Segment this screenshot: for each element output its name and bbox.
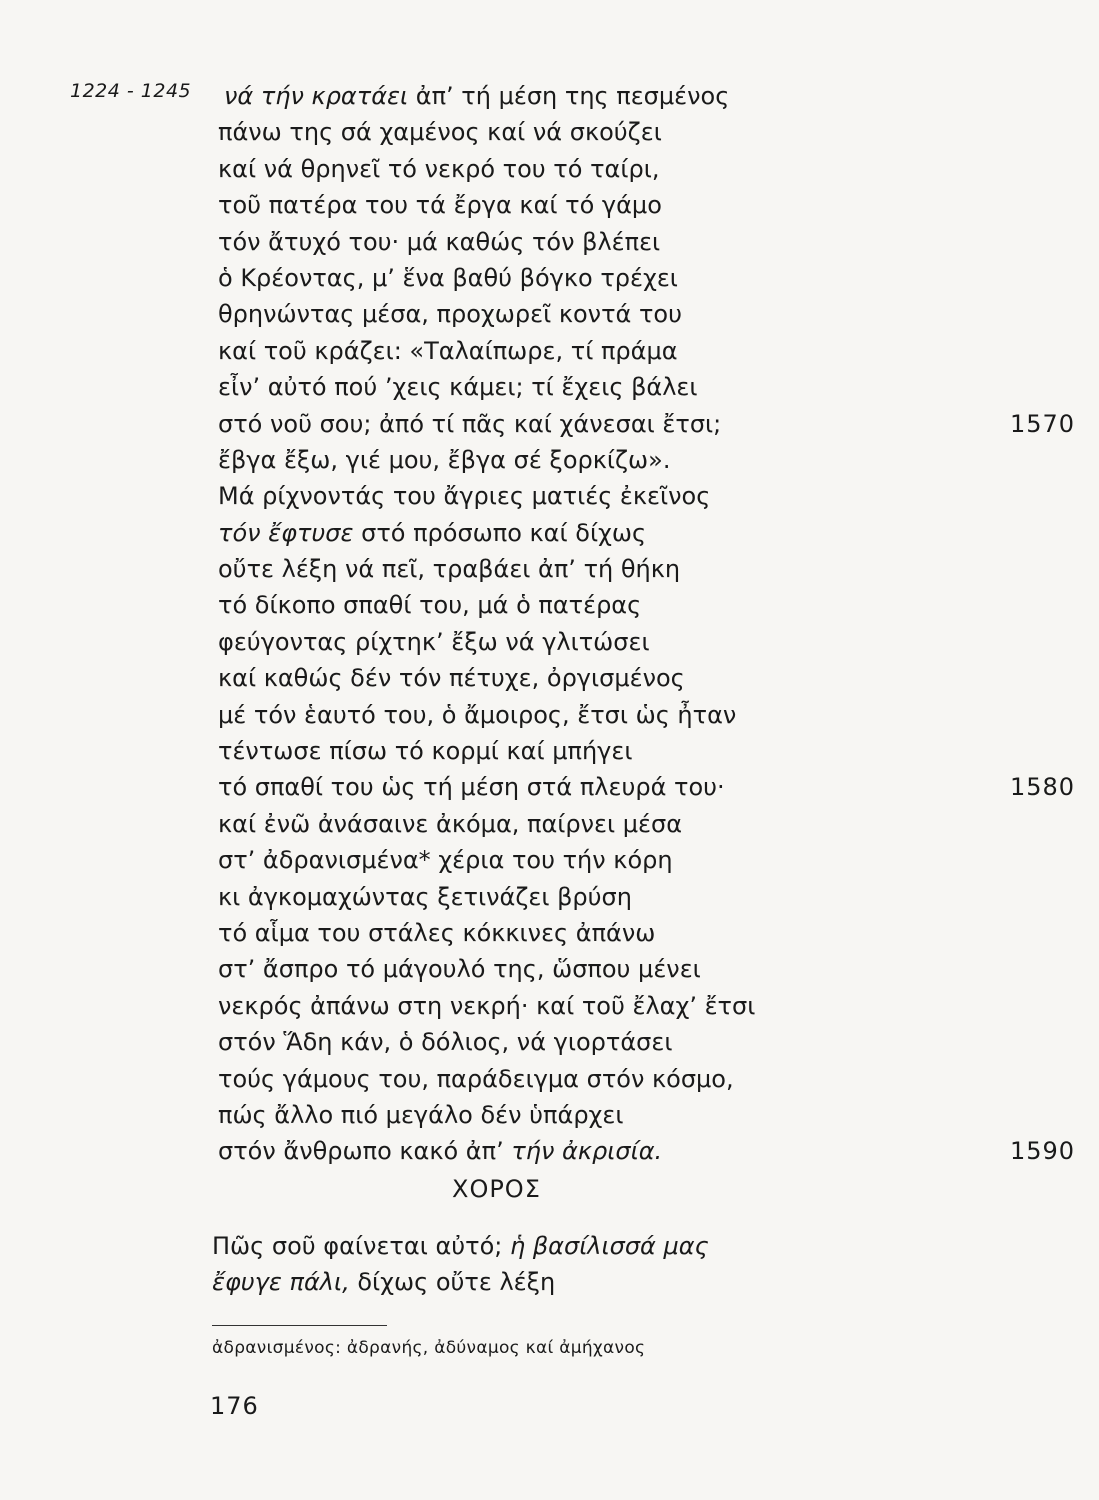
verse-line (218, 224, 1078, 260)
line-text (218, 478, 710, 514)
italic-segment: ἔφυγε πάλι, (212, 1268, 350, 1296)
text-segment: φεύγοντας ρίχτηκ’ ἔξω νά γλιτώσει (218, 627, 650, 656)
line-reference: 1224 - 1245 (70, 80, 192, 102)
verse-line (218, 478, 1078, 514)
line-text (218, 333, 678, 369)
verse-line (218, 915, 1078, 951)
text-segment: τό δίκοπο σπαθί του, μά ὁ πατέρας (218, 591, 642, 620)
verse-line (218, 988, 1078, 1024)
verse-line (218, 951, 1078, 987)
text-segment: δίχως οὔτε λέξη (349, 1268, 556, 1296)
chorus-block (212, 1228, 812, 1300)
verse-line (218, 551, 1078, 587)
text-segment: στ’ ἄσπρο τό μάγουλό της, ὥσπου μένει (218, 955, 701, 984)
verse-line (218, 1097, 1078, 1133)
text-segment: καί νά θρηνεῖ τό νεκρό του τό ταίρι, (218, 154, 660, 183)
verse-line (218, 151, 1078, 187)
text-segment: καί τοῦ κράζει: «Ταλαίπωρε, τί πράμα (218, 336, 678, 365)
text-segment: εἶν’ αὐτό πού ’χεις κάμει; τί ἔχεις βάλει (218, 373, 698, 402)
line-text (218, 1133, 662, 1169)
line-text (218, 151, 659, 187)
line-text (218, 624, 650, 660)
verse-line (218, 442, 1078, 478)
line-text (218, 1097, 624, 1133)
line-text (218, 551, 680, 587)
line-text (212, 1228, 709, 1264)
line-text (218, 515, 646, 551)
verse-number: 1570 (1010, 409, 1076, 438)
text-segment: πώς ἄλλο πιό μεγάλο δέν ὑπάρχει (218, 1100, 624, 1129)
footnote: ἀδρανισμένος: ἀδρανής, ἀδύναμος καί ἀμήχανος (212, 1338, 646, 1358)
verse-line (218, 806, 1078, 842)
verse-line (218, 406, 1078, 442)
verse-line (218, 733, 1078, 769)
line-text (218, 733, 632, 769)
line-text (218, 587, 641, 623)
text-segment: στόν ἄνθρωπο κακό ἀπ’ (218, 1137, 512, 1166)
verse-line (218, 842, 1078, 878)
verse-line (218, 697, 1078, 733)
italic-segment: ἡ βασίλισσά μας (510, 1232, 709, 1260)
verse-line (218, 1133, 1078, 1169)
line-text (224, 78, 729, 114)
verse-line (218, 624, 1078, 660)
verse-number: 1580 (1010, 773, 1076, 802)
text-segment: κι ἀγκομαχώντας ξετινάζει βρύση (218, 882, 632, 911)
verse-line (218, 587, 1078, 623)
text-segment: οὔτε λέξη νά πεῖ, τραβάει ἀπ’ τή θήκη (218, 555, 681, 584)
verse-line (218, 369, 1078, 405)
verse-line (218, 296, 1078, 332)
text-segment: καί ἐνῶ ἀνάσαινε ἀκόμα, παίρνει μέσα (218, 809, 683, 838)
text-segment: τοῦ πατέρα του τά ἔργα καί τό γάμο (218, 191, 662, 220)
text-segment: στό πρόσωπο καί δίχως (353, 518, 647, 547)
italic-segment: νά τήν κρατάει (224, 82, 409, 110)
italic-segment: τήν ἀκρισία. (511, 1137, 663, 1166)
line-text (218, 406, 721, 442)
verse-number: 1590 (1010, 1137, 1076, 1166)
italic-segment: τόν ἔφτυσε (218, 518, 354, 547)
line-text (218, 260, 678, 296)
line-text (218, 915, 655, 951)
verse-line (218, 515, 1078, 551)
line-text (218, 988, 755, 1024)
text-segment: στό νοῦ σου; ἀπό τί πᾶς καί χάνεσαι ἔτσι; (218, 409, 722, 438)
text-segment: ὁ Κρέοντας, μ’ ἕνα βαθύ βόγκο τρέχει (218, 263, 678, 292)
line-text (218, 296, 682, 332)
line-text (218, 187, 662, 223)
line-text (218, 769, 725, 805)
text-segment: τέντωσε πίσω τό κορμί καί μπήγει (218, 737, 633, 766)
verse-line (218, 114, 1078, 150)
text-segment: ἔβγα ἔξω, γιέ μου, ἔβγα σέ ξορκίζω». (218, 445, 671, 474)
verse-line (218, 78, 1078, 114)
verse-line (218, 769, 1078, 805)
text-segment: νεκρός ἀπάνω στη νεκρή· καί τοῦ ἔλαχ’ ἔτσι (218, 991, 756, 1020)
text-segment: καί καθώς δέν τόν πέτυχε, ὀργισμένος (218, 664, 685, 693)
line-text (218, 114, 662, 150)
text-segment: στ’ ἀδρανισμένα* χέρια του τήν κόρη (218, 846, 673, 875)
verse-line (218, 260, 1078, 296)
text-segment: Μά ρίχνοντάς του ἄγριες ματιές ἐκεῖνος (218, 482, 711, 511)
verse-line (218, 1061, 1078, 1097)
chorus-line (212, 1228, 812, 1264)
line-text (218, 879, 632, 915)
text-segment: θρηνώντας μέσα, προχωρεῖ κοντά του (218, 300, 682, 329)
text-segment: πάνω της σά χαμένος καί νά σκούζει (218, 118, 662, 147)
text-segment: στόν Ἅδη κάν, ὁ δόλιος, νά γιορτάσει (218, 1028, 673, 1057)
verse-line (218, 660, 1078, 696)
verse-block (218, 78, 1078, 1170)
line-text (218, 369, 698, 405)
page-number: 176 (210, 1392, 259, 1420)
text-segment: μέ τόν ἑαυτό του, ὁ ἄμοιρος, ἔτσι ὡς ἦταν (218, 700, 737, 729)
line-text (218, 697, 736, 733)
line-text (218, 224, 660, 260)
text-segment: τό σπαθί του ὡς τή μέση στά πλευρά του· (218, 773, 725, 802)
verse-line (218, 187, 1078, 223)
verse-line (218, 333, 1078, 369)
line-text (218, 951, 701, 987)
chorus-heading: ΧΟΡΟΣ (452, 1175, 541, 1203)
verse-line (218, 879, 1078, 915)
line-text (212, 1264, 555, 1300)
line-text (218, 806, 682, 842)
line-text (218, 660, 685, 696)
text-segment: Πῶς σοῦ φαίνεται αὐτό; (212, 1232, 510, 1260)
text-segment: τόν ἄτυχό του· μά καθώς τόν βλέπει (218, 227, 661, 256)
chorus-line (212, 1264, 812, 1300)
footnote-divider (212, 1325, 387, 1326)
text-segment: ἀπ’ τή μέση της πεσμένος (408, 82, 730, 110)
verse-line (218, 1024, 1078, 1060)
line-text (218, 442, 670, 478)
text-segment: τούς γάμους του, παράδειγμα στόν κόσμο, (218, 1064, 734, 1093)
line-text (218, 1061, 734, 1097)
text-segment: τό αἷμα του στάλες κόκκινες ἀπάνω (218, 918, 656, 947)
line-text (218, 1024, 672, 1060)
line-text (218, 842, 673, 878)
